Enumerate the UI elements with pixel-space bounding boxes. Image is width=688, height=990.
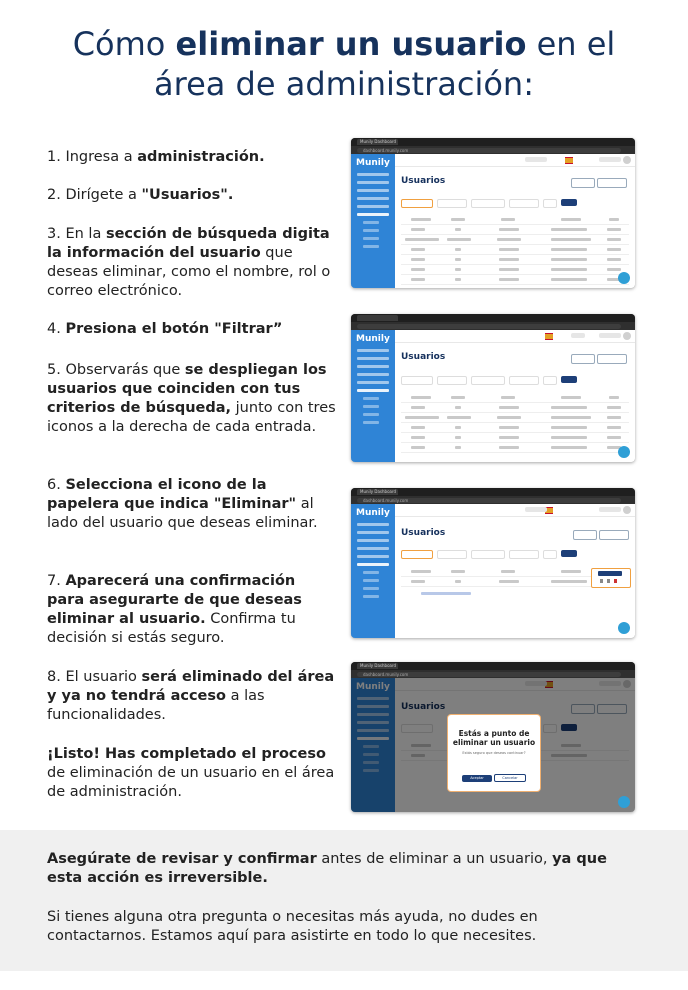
step-text-bold: ¡Listo! Has completado el proceso xyxy=(47,746,326,762)
step-text-bold: Aparecerá una confirmación para asegurarte de que deseas eliminar al usuario. xyxy=(47,573,302,627)
chat-icon xyxy=(618,272,630,284)
step-text-bold: será eliminado del área y ya no tendrá acceso xyxy=(47,669,335,704)
step-text-bold: sección de búsqueda digita la información del usuario xyxy=(47,226,330,261)
step-8 xyxy=(47,668,337,725)
chat-icon-2 xyxy=(618,446,630,458)
step-text: Ingresa a xyxy=(65,149,138,165)
step-number: 2. xyxy=(47,187,66,203)
step-text: al lado del usuario que deseas eliminar. xyxy=(47,496,318,531)
munily-logo: Munily xyxy=(356,158,390,168)
warning-paragraph: Asegúrate de revisar y confirmar antes de eliminar a un usuario, ya que esta acción es irreversible. xyxy=(47,851,607,886)
step-6 xyxy=(47,476,337,533)
step-text-bold: se despliegan los usuarios que coinciden con tus criterios de búsqueda, xyxy=(47,362,327,416)
step-number: 8. xyxy=(47,669,66,685)
help-paragraph: Si tienes alguna otra pregunta o necesitas más ayuda, no dudes en contactarnos. Estamos aquí para asistirte en todo lo que necesites. xyxy=(47,909,538,944)
step-text: a las funcionalidades. xyxy=(47,688,265,723)
step-text-bold: administración. xyxy=(137,149,265,165)
step-1 xyxy=(47,148,337,167)
step-5 xyxy=(47,361,337,437)
step-number: 3. xyxy=(47,226,66,242)
step-number: 6. xyxy=(47,477,66,493)
munily-logo-2: Munily xyxy=(356,334,390,344)
modal-accept-button[interactable]: Aceptar xyxy=(462,775,492,782)
step-text: que deseas eliminar, como el nombre, rol o correo electrónico. xyxy=(47,245,331,299)
step-text-bold: Selecciona el icono de la papelera que indica "Eliminar" xyxy=(47,477,297,512)
step-3 xyxy=(47,225,337,301)
screenshot-delete-icon: Munily Dashboard dashboard.munily.com Munily Usuarios xyxy=(351,488,635,638)
step-text: El usuario xyxy=(65,669,142,685)
title-line2: área de administración: xyxy=(154,65,534,103)
step-text: En la xyxy=(65,226,106,242)
trash-icon xyxy=(614,579,617,583)
modal-subtitle: Estás seguro que deseas continuar? xyxy=(462,751,526,755)
modal-cancel-button[interactable]: Cancelar xyxy=(494,774,526,782)
step-text-bold: "Usuarios". xyxy=(141,187,234,203)
step-text-bold: Presiona el botón "Filtrar” xyxy=(65,321,283,337)
page-title xyxy=(0,24,688,104)
step-text: de eliminación de un usuario en el área de administración. xyxy=(47,765,335,800)
title-pre: Cómo xyxy=(72,25,176,63)
chat-icon-3 xyxy=(618,622,630,634)
usuarios-heading-3: Usuarios xyxy=(401,528,446,538)
step-number: 7. xyxy=(47,573,66,589)
title-post: en el xyxy=(526,25,616,63)
footer-note xyxy=(0,830,688,971)
step-text: Observarás que xyxy=(65,362,185,378)
step-number: 5. xyxy=(47,362,66,378)
step-7 xyxy=(47,572,337,648)
step-4 xyxy=(47,320,337,339)
step-text: Dirígete a xyxy=(65,187,142,203)
address-bar: dashboard.munily.com xyxy=(357,148,621,153)
screenshot-usuarios-list xyxy=(351,138,635,288)
usuarios-heading-2: Usuarios xyxy=(401,352,446,362)
step-2 xyxy=(47,186,337,205)
step-text: Confirma tu decisión si estás seguro. xyxy=(47,611,296,646)
sidebar xyxy=(351,154,395,288)
step-done xyxy=(47,745,337,802)
confirm-dialog xyxy=(447,714,541,792)
chat-icon-4 xyxy=(618,796,630,808)
step-number: 1. xyxy=(47,149,66,165)
screenshot-confirm-modal: Munily Dashboard dashboard.munily.com Estás a punto de eliminar un usuario Estás seguro que deseas continuar? Aceptar Cancelar xyxy=(351,662,635,812)
modal-title: Estás a punto de eliminar un usuario xyxy=(452,729,536,747)
delete-highlight xyxy=(591,568,631,588)
browser-tab: Munily Dashboard xyxy=(357,139,398,145)
munily-logo-3: Munily xyxy=(356,508,390,518)
screenshot-filter-results xyxy=(351,314,635,462)
title-bold: eliminar un usuario xyxy=(175,25,527,63)
step-number: 4. xyxy=(47,321,66,337)
usuarios-heading: Usuarios xyxy=(401,176,446,186)
step-text: junto con tres iconos a la derecha de cada entrada. xyxy=(47,400,336,435)
